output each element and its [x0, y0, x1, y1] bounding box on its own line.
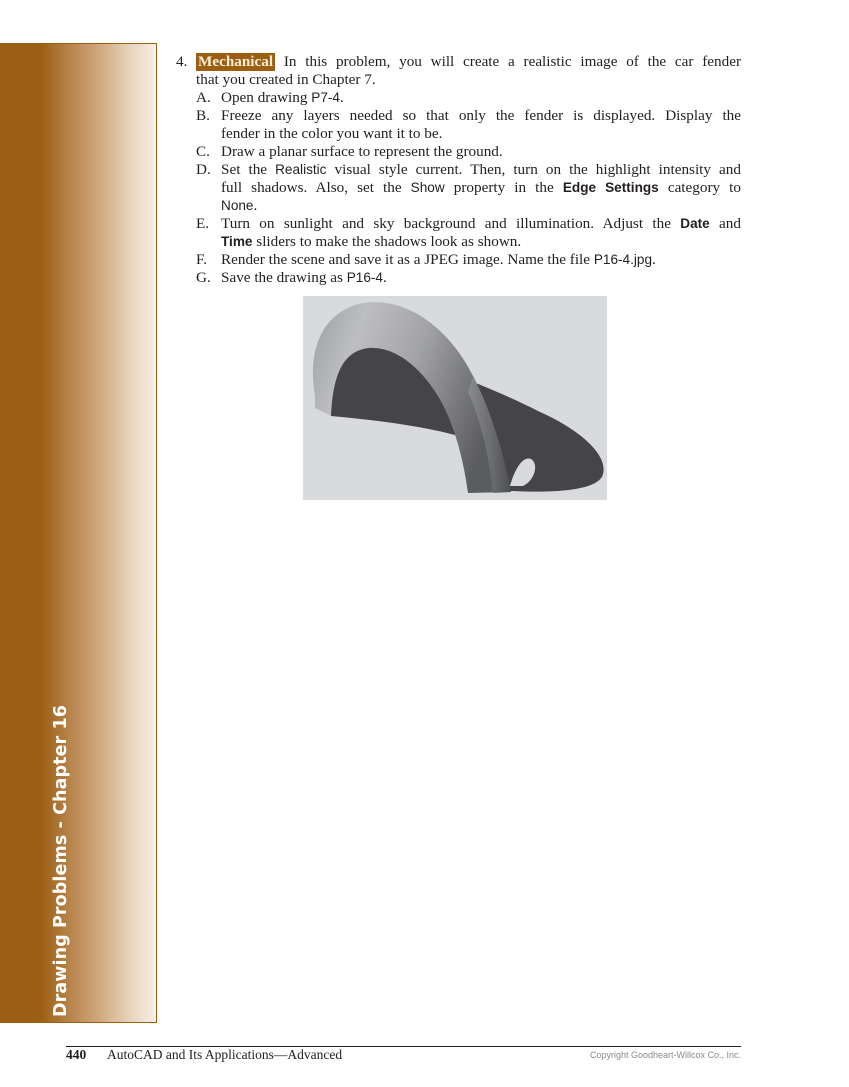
- ui-term-realistic: Realistic: [275, 162, 327, 177]
- category-badge: Mechanical: [198, 53, 274, 70]
- step-text: and: [709, 215, 741, 232]
- step-c-line-1: Draw a planar surface to represent the ground.: [221, 143, 503, 160]
- page-number: 440: [66, 1047, 87, 1062]
- step-text: Save the drawing as: [221, 269, 347, 286]
- step-letter-b: B.: [196, 107, 210, 124]
- chapter-side-tab: [0, 43, 157, 1023]
- intro-text: In this problem, you will create a realistic image of the car fender: [283, 53, 742, 70]
- step-e-line-1: [221, 215, 741, 233]
- step-text: category to: [658, 179, 741, 196]
- step-text: sliders to make the shadows look as shown.: [252, 233, 522, 250]
- ui-term-time: Time: [221, 234, 253, 249]
- ui-term-date: Date: [680, 216, 710, 231]
- problem-number: 4.: [176, 53, 188, 70]
- step-f-line-1: [221, 251, 656, 269]
- problem-intro-line-1: [196, 53, 741, 71]
- step-text: Open drawing: [221, 89, 312, 106]
- file-name: P16-4: [346, 270, 383, 285]
- step-text: Turn on sunlight and sky background and illumination. Adjust the: [221, 215, 681, 232]
- step-text: .: [652, 251, 656, 268]
- step-letter-g: G.: [196, 269, 211, 286]
- file-name: P16-4.jpg: [593, 252, 653, 267]
- ui-term-show: Show: [410, 180, 445, 195]
- step-letter-f: F.: [196, 251, 208, 268]
- step-d-line-2: [221, 179, 741, 197]
- side-tab-label: Drawing Problems - Chapter 16: [51, 704, 71, 1017]
- book-title: AutoCAD and Its Applications—Advanced: [107, 1047, 343, 1062]
- step-g-line-1: [221, 269, 387, 287]
- step-letter-a: A.: [196, 89, 211, 106]
- step-text: .: [253, 197, 258, 214]
- step-d-line-3: [221, 197, 257, 215]
- fender-render-figure: [303, 296, 607, 500]
- step-text: visual style current. Then, turn on the highlight intensity and: [326, 161, 741, 178]
- copyright-notice: Copyright Goodheart-Willcox Co., Inc.: [589, 1050, 741, 1060]
- step-a-line-1: [221, 89, 344, 107]
- problem-intro-line-2: that you created in Chapter 7.: [196, 71, 376, 88]
- step-text: .: [339, 89, 344, 106]
- step-e-line-2: [221, 233, 521, 251]
- file-name: P7-4: [311, 90, 340, 105]
- step-letter-e: E.: [196, 215, 210, 232]
- step-b-line-2: fender in the color you want it to be.: [221, 125, 443, 142]
- step-text: Set the: [221, 161, 276, 178]
- step-b-line-1: Freeze any layers needed so that only the fender is displayed. Display the: [221, 107, 741, 124]
- step-text: full shadows. Also, set the: [221, 179, 411, 196]
- step-letter-d: D.: [196, 161, 211, 178]
- step-letter-c: C.: [196, 143, 210, 160]
- step-d-line-1: [221, 161, 741, 179]
- fender-render-image: [303, 296, 607, 500]
- step-text: Render the scene and save it as a JPEG image. Name the file: [221, 251, 594, 268]
- step-text: .: [382, 269, 387, 286]
- step-text: property in the: [444, 179, 563, 196]
- ui-term-none: None: [221, 198, 254, 213]
- ui-term-edge-settings: Edge Settings: [562, 180, 659, 195]
